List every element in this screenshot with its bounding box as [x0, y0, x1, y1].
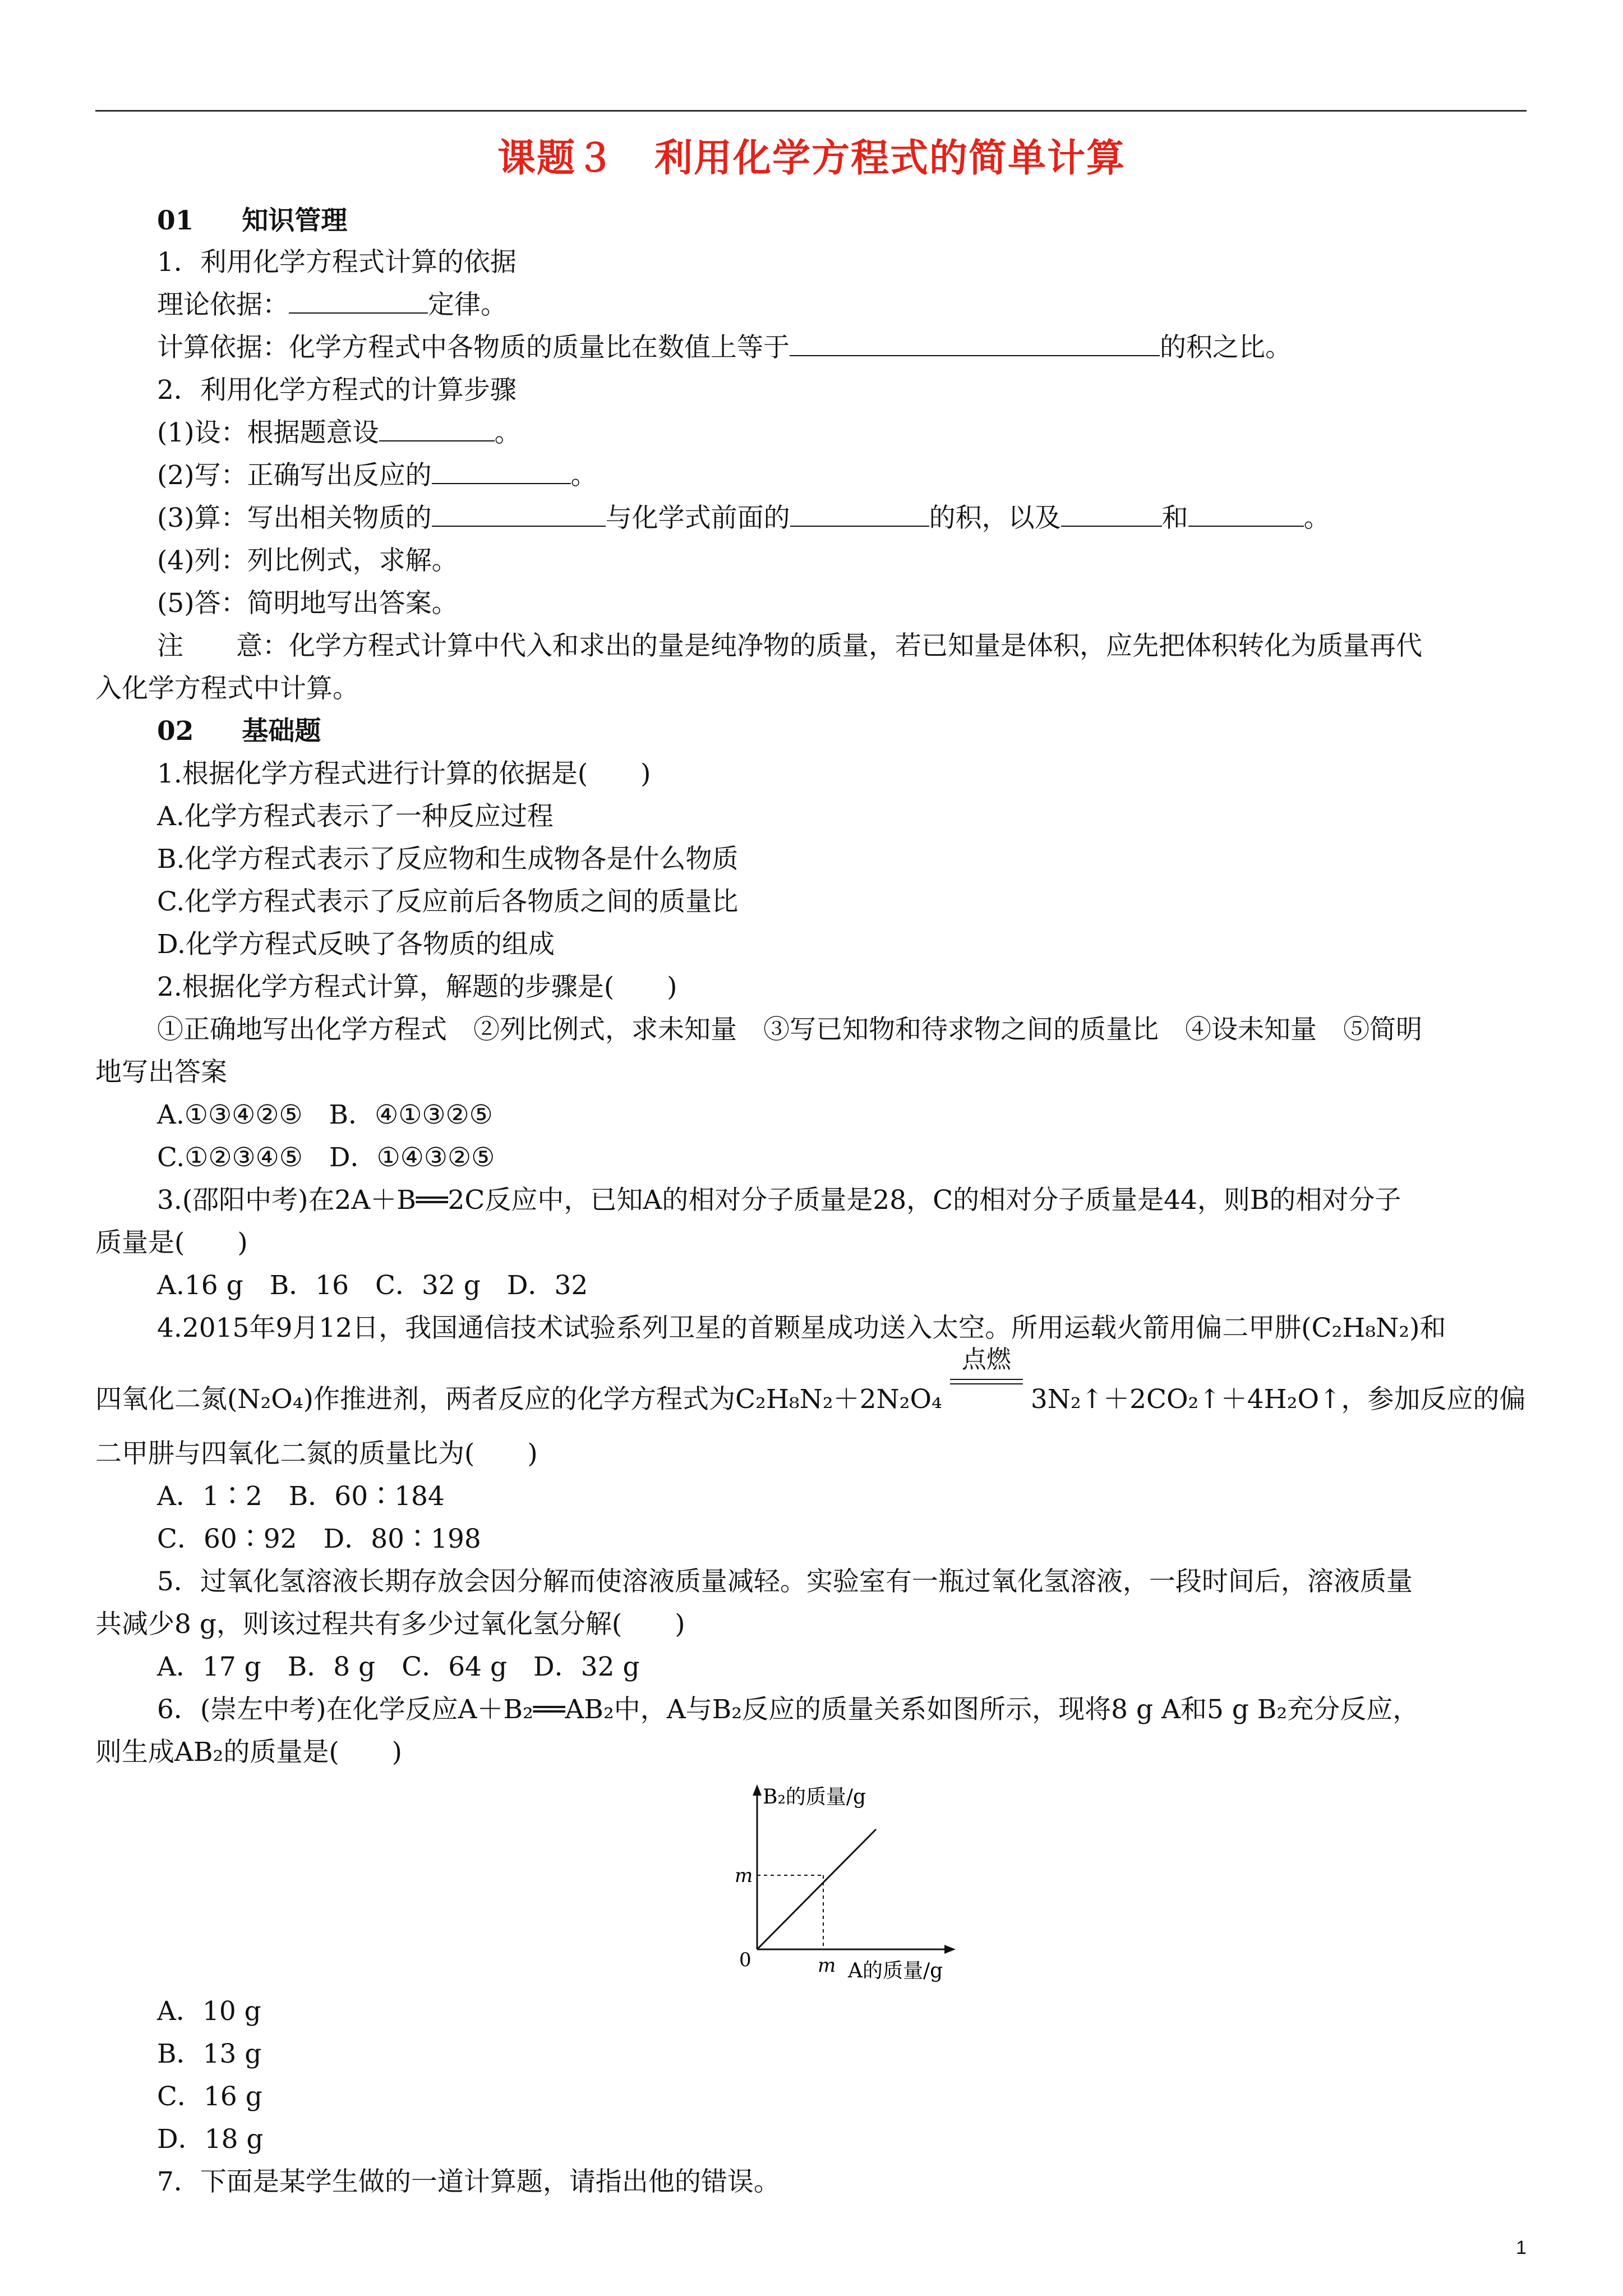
- origin-label: 0: [739, 1949, 751, 1971]
- page-number: 1: [1516, 2237, 1527, 2258]
- q2-stem: 2.根据化学方程式计算，解题的步骤是( ): [157, 972, 677, 1002]
- q5-options: A．17 g B．8 g C．64 g D．32 g: [157, 1651, 640, 1682]
- step-4: (4)列：列比例式，求解。: [157, 545, 458, 576]
- section-number: 01: [157, 205, 194, 236]
- q7-stem: 7．下面是某学生做的一道计算题，请指出他的错误。: [157, 2166, 780, 2197]
- q4-stem-line-1: 4.2015年9月12日，我国通信技术试验系列卫星的首颗星成功送入太空。所用运载火箭用偏二甲肼(C₂H₈N₂)和: [157, 1313, 1446, 1343]
- q1-stem: 1.根据化学方程式进行计算的依据是( ): [157, 758, 651, 789]
- q6-stem-line-2: 则生成AB₂的质量是( ): [95, 1737, 402, 1768]
- answer-blank[interactable]: [1188, 504, 1304, 527]
- q4-options-cd: C．60∶92 D．80∶198: [157, 1524, 481, 1554]
- answer-blank[interactable]: [790, 334, 1160, 356]
- y-axis-arrow: [753, 1784, 762, 1796]
- x-tick-label: m: [818, 1954, 836, 1977]
- q3-options: A.16 g B．16 C．32 g D．32: [157, 1270, 588, 1301]
- step-5: (5)答：简明地写出答案。: [157, 588, 458, 619]
- q4-options-ab: A．1∶2 B．60∶184: [157, 1481, 445, 1512]
- step-text: (2)写：正确写出反应的: [157, 460, 432, 491]
- section-heading-knowledge: [157, 204, 347, 238]
- q1-option-a: A.化学方程式表示了一种反应过程: [157, 801, 554, 832]
- step-text: (3)算：写出相关物质的: [157, 503, 432, 533]
- reaction-condition: [950, 1345, 1023, 1408]
- y-tick-label: m: [735, 1865, 753, 1887]
- section-title: 基础题: [242, 716, 321, 747]
- q4-stem-line-3: 二甲肼与四氧化二氮的质量比为( ): [95, 1438, 538, 1469]
- mass-relation-graph: [729, 1781, 965, 1983]
- step-suffix: 。: [494, 417, 521, 448]
- q6-option-d: D．18 g: [157, 2124, 264, 2155]
- knowledge-item-1: 1．利用化学方程式计算的依据: [157, 247, 517, 278]
- q3-stem-line-1: 3.(邵阳中考)在2A＋B══2C反应中，已知A的相对分子质量是28，C的相对分子质量是44，则B的相对分子: [157, 1185, 1401, 1216]
- step-text: 和: [1161, 503, 1188, 533]
- x-axis-arrow: [944, 1945, 956, 1954]
- condition-label: 点燃: [961, 1345, 1011, 1374]
- q5-stem-line-2: 共减少8 g，则该过程共有多少过氧化氢分解( ): [95, 1609, 685, 1640]
- q6-option-b: B．13 g: [157, 2039, 262, 2069]
- step-text: 与化学式前面的: [605, 503, 790, 533]
- q2-steps-line-1: ①正确地写出化学方程式 ②列比例式，求未知量 ③写已知物和待求物之间的质量比 ④设未知量 ⑤简明: [157, 1014, 1422, 1045]
- step-text: 的积，以及: [929, 503, 1061, 533]
- q4-stem-line-2: [95, 1345, 1526, 1416]
- answer-blank[interactable]: [432, 462, 571, 484]
- knowledge-calc: [157, 331, 1292, 365]
- x-axis-label: A的质量/g: [848, 1959, 943, 1982]
- top-rule: [95, 110, 1527, 112]
- q2-steps-line-2: 地写出答案: [95, 1057, 227, 1088]
- products: 3N₂↑＋2CO₂↑＋4H₂O↑，参加反应的偏: [1030, 1384, 1526, 1415]
- step-text: (1)设：根据题意设: [157, 417, 379, 448]
- knowledge-theory: [157, 288, 507, 322]
- step-1: [157, 416, 521, 450]
- answer-blank[interactable]: [379, 419, 495, 441]
- q6-stem-line-1: 6．(崇左中考)在化学反应A＋B₂══AB₂中，A与B₂反应的质量关系如图所示，现将8 g A和5 g B₂充分反应，: [157, 1694, 1419, 1725]
- equals-bar-bottom: [950, 1383, 1023, 1384]
- note-line-2: 入化学方程式中计算。: [95, 673, 359, 704]
- q2-options-cd: C.①②③④⑤ D．①④③②⑤: [157, 1142, 495, 1173]
- step-suffix: 。: [1303, 503, 1330, 533]
- q3-stem-line-2: 质量是( ): [95, 1227, 248, 1258]
- answer-blank[interactable]: [289, 291, 428, 314]
- reactants: 四氧化二氮(N₂O₄)作推进剂，两者反应的化学方程式为C₂H₈N₂＋2N₂O₄: [95, 1384, 942, 1415]
- q6-option-c: C．16 g: [157, 2081, 262, 2112]
- step-3: [157, 501, 1330, 535]
- theory-suffix: 定律。: [428, 289, 507, 320]
- section-number: 02: [157, 716, 194, 747]
- calc-label: 计算依据：化学方程式中各物质的质量比在数值上等于: [157, 332, 790, 363]
- q5-stem-line-1: 5．过氧化氢溶液长期存放会因分解而使溶液质量减轻。实验室有一瓶过氧化氢溶液，一段时间后，溶液质量: [157, 1566, 1413, 1597]
- section-heading-basic: [157, 715, 321, 748]
- q6-option-a: A．10 g: [157, 1996, 261, 2027]
- calc-suffix: 的积之比。: [1160, 332, 1292, 363]
- q2-options-ab: A.①③④②⑤ B．④①③②⑤: [157, 1099, 493, 1130]
- answer-blank[interactable]: [432, 504, 606, 527]
- theory-label: 理论依据：: [157, 289, 289, 320]
- step-suffix: 。: [570, 460, 597, 491]
- q1-option-b: B.化学方程式表示了反应物和生成物各是什么物质: [157, 844, 739, 875]
- q1-option-c: C.化学方程式表示了反应前后各物质之间的质量比: [157, 886, 739, 917]
- proportion-line: [757, 1829, 876, 1949]
- equals-bar-top: [950, 1379, 1023, 1380]
- answer-blank[interactable]: [790, 504, 929, 527]
- q1-option-d: D.化学方程式反映了各物质的组成: [157, 929, 555, 960]
- answer-blank[interactable]: [1061, 504, 1162, 527]
- section-title: 知识管理: [242, 205, 348, 236]
- y-axis-label: B₂的质量/g: [763, 1786, 866, 1809]
- note-line-1: 注 意：化学方程式计算中代入和求出的量是纯净物的质量，若已知量是体积，应先把体积转化为质量再代: [157, 631, 1422, 661]
- step-2: [157, 459, 597, 493]
- page-title: 课题３ 利用化学方程式的简单计算: [497, 136, 1126, 181]
- knowledge-item-2: 2．利用化学方程式的计算步骤: [157, 375, 517, 406]
